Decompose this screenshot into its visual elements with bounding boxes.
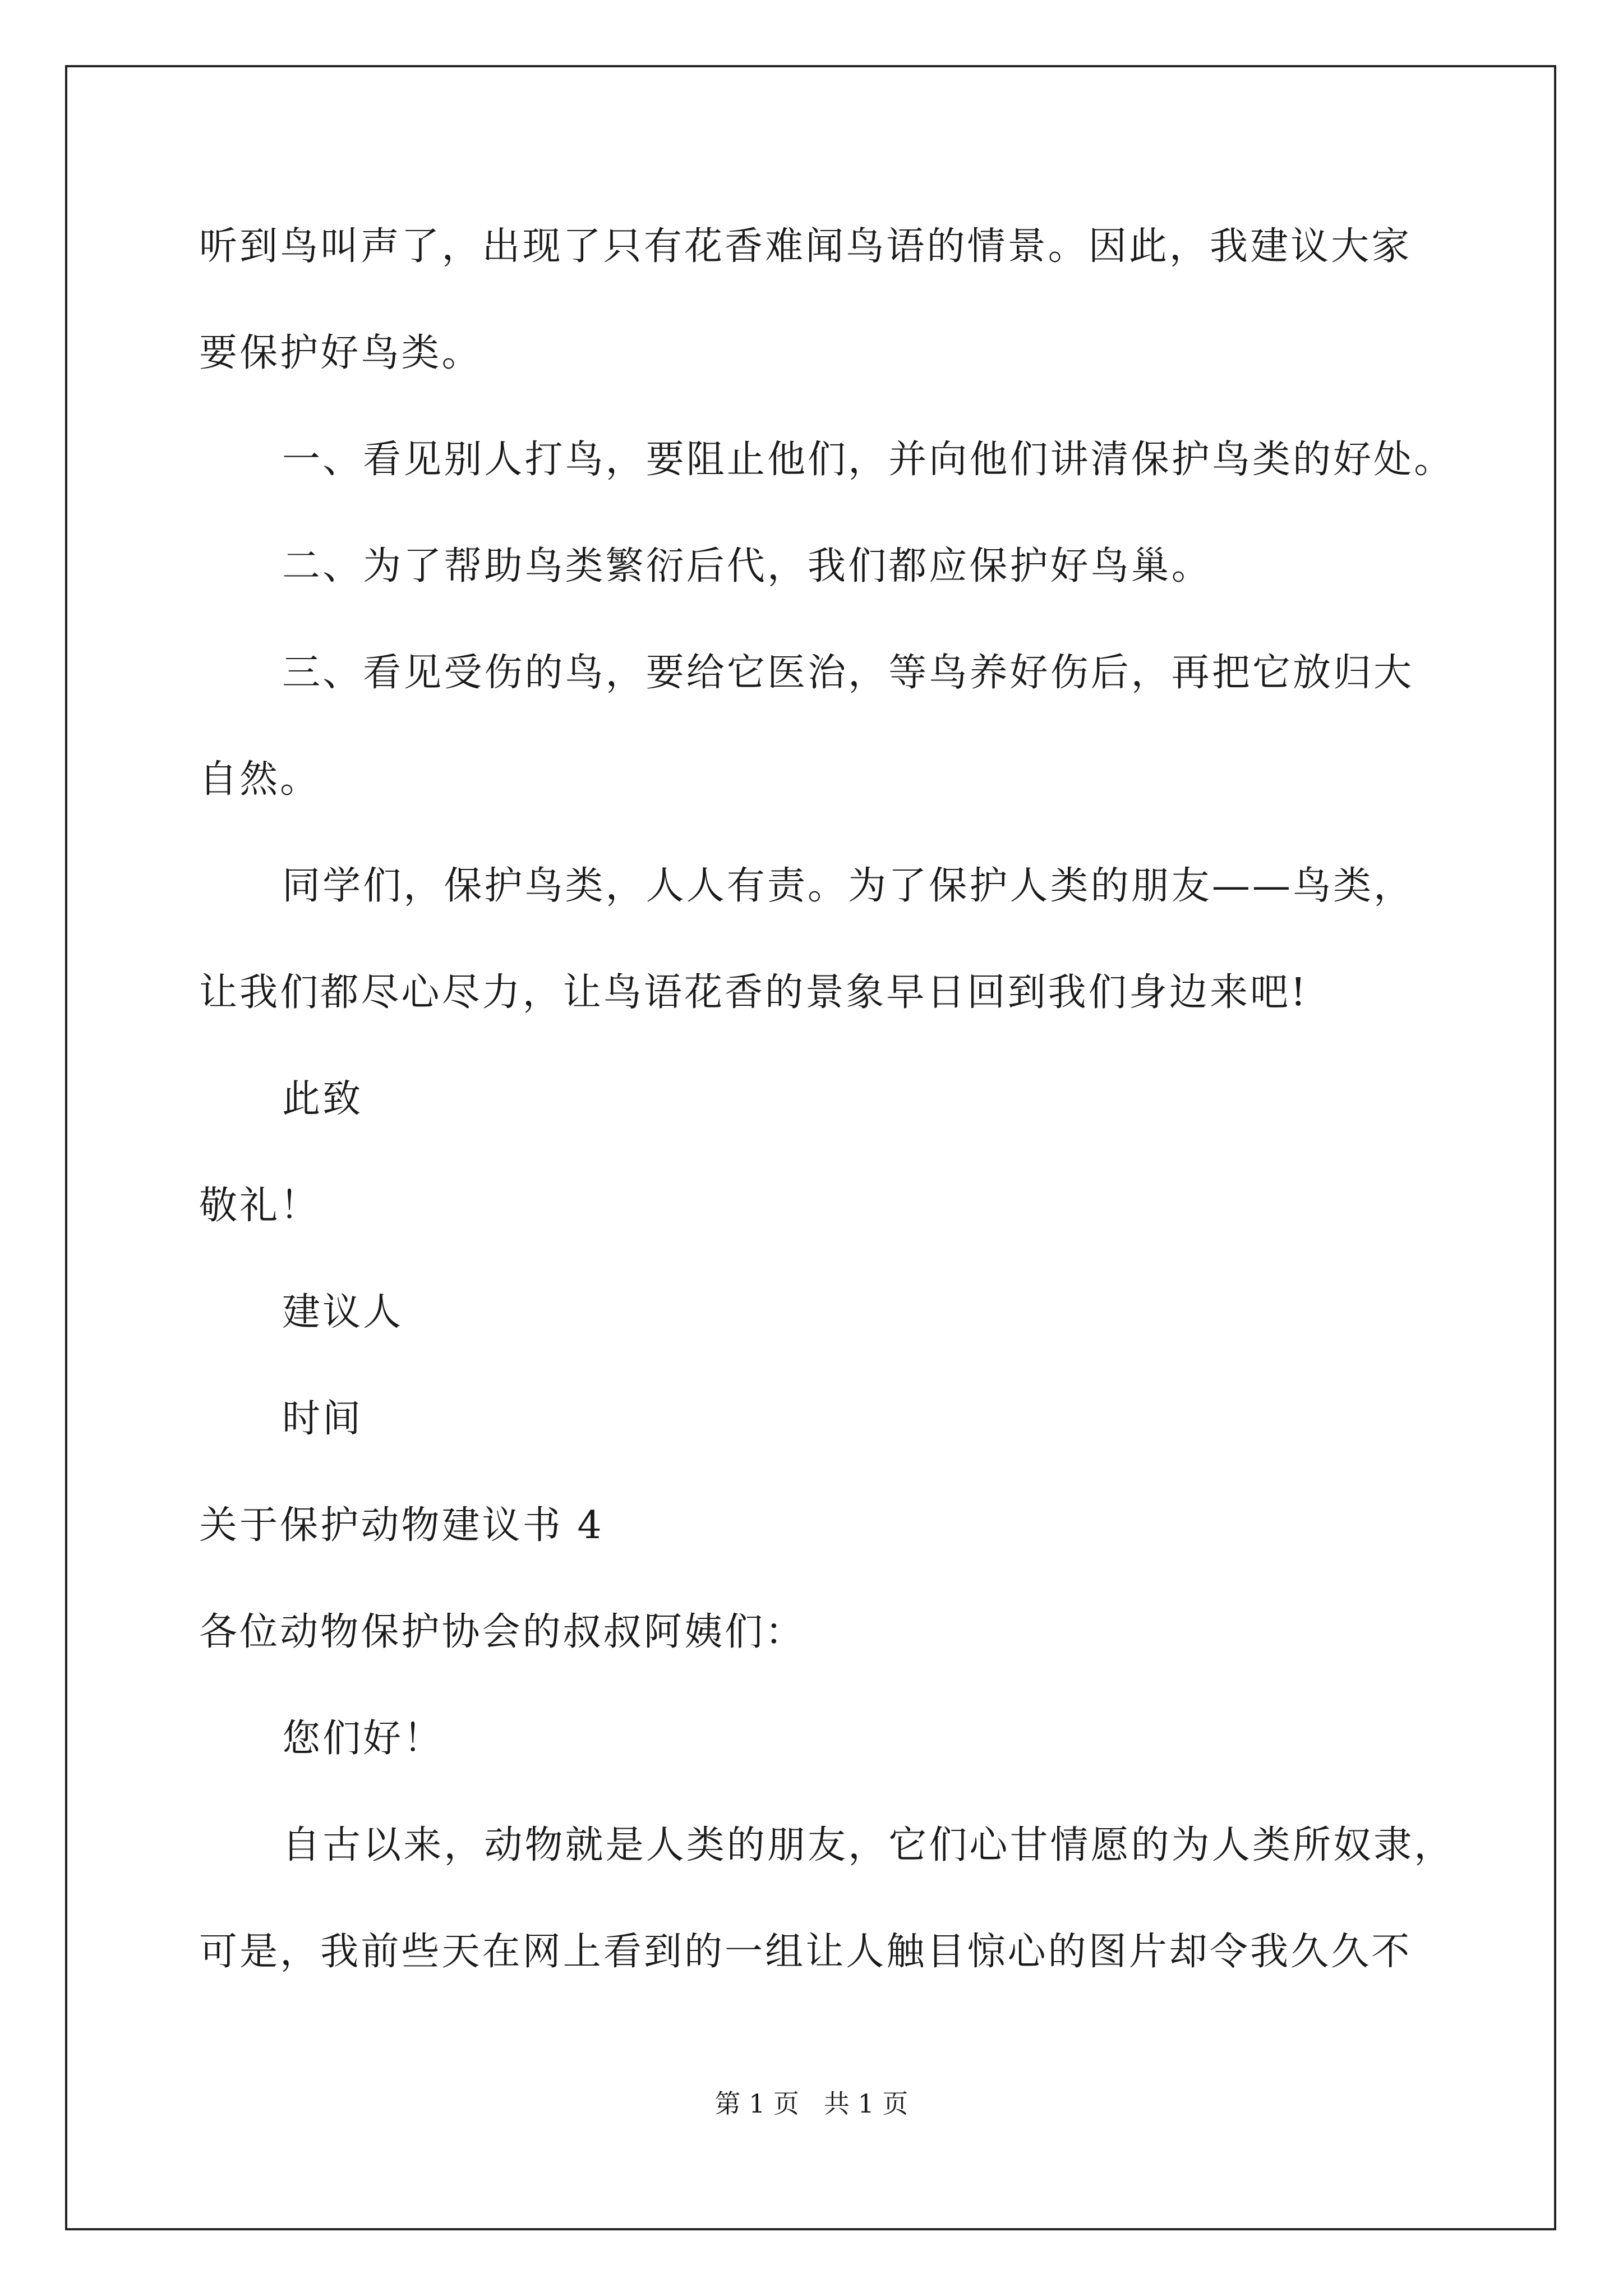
greeting-recipients: 各位动物保护协会的叔叔阿姨们：: [199, 1610, 806, 1654]
signature-date: 时间: [282, 1397, 363, 1441]
salutation-jingli: 敬礼！: [199, 1184, 321, 1228]
page-number-footer: 第 1 页 共 1 页: [714, 2088, 909, 2119]
suggestion-1: 一、看见别人打鸟，要阻止他们，并向他们讲清保护鸟类的好处。: [282, 438, 1455, 482]
suggestion-3: 三、看见受伤的鸟，要给它医治，等鸟养好伤后，再把它放归大: [282, 651, 1414, 695]
body-paragraph-line-1: 自古以来，动物就是人类的朋友，它们心甘情愿的为人类所奴隶，: [282, 1823, 1455, 1867]
signature-proposer: 建议人: [282, 1290, 404, 1335]
closing-paragraph-line-2: 让我们都尽心尽力，让鸟语花香的景象早日回到我们身边来吧!: [199, 970, 1308, 1015]
closing-paragraph-line-1: 同学们，保护鸟类，人人有责。为了保护人类的朋友——鸟类，: [282, 864, 1414, 908]
body-line-2: 要保护好鸟类。: [199, 331, 482, 375]
section-title: 关于保护动物建议书 4: [199, 1503, 604, 1548]
body-paragraph-line-2: 可是，我前些天在网上看到的一组让人触目惊心的图片却令我久久不: [199, 1930, 1412, 1974]
suggestion-3-continued: 自然。: [199, 757, 321, 802]
suggestion-2: 二、为了帮助鸟类繁衍后代，我们都应保护好鸟巢。: [282, 544, 1212, 588]
greeting-hello: 您们好！: [282, 1717, 444, 1761]
body-line-1: 听到鸟叫声了，出现了只有花香难闻鸟语的情景。因此，我建议大家: [199, 224, 1412, 269]
page-frame: [65, 65, 1556, 2230]
salutation-cizhi: 此致: [282, 1077, 363, 1121]
